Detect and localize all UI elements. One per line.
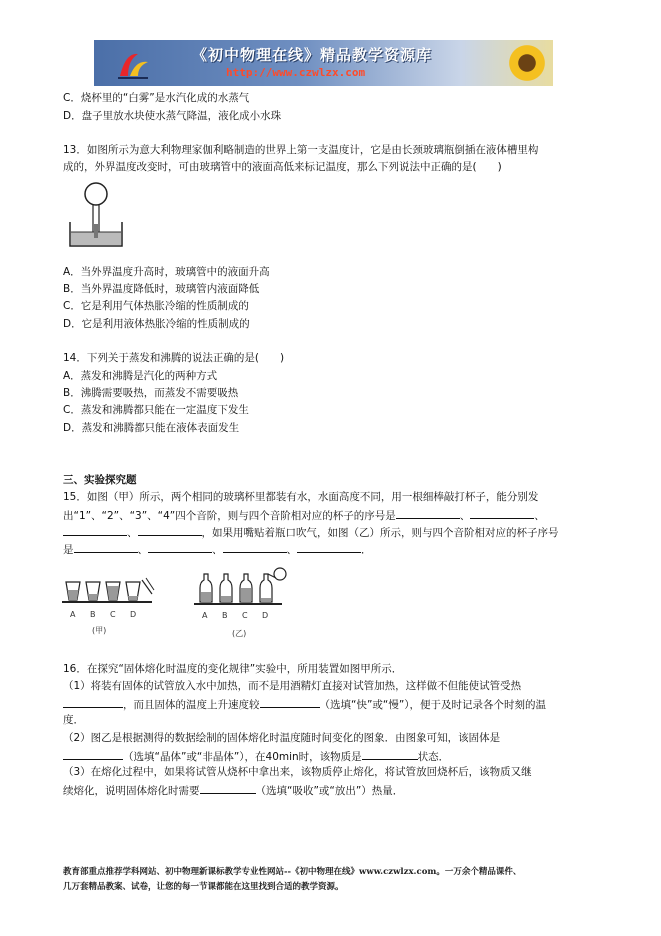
q16-part1-line1: （1）将装有固体的试管放入水中加热，而不是用酒精灯直接对试管加热，这样做不但能使试管受热: [63, 680, 522, 692]
q14-option-a: A．蒸发和沸腾是汽化的两种方式: [63, 370, 218, 382]
answer-blank[interactable]: [63, 748, 123, 760]
fig-b-letter: B: [222, 611, 228, 620]
q16-part1-line2: ，而且固体的温度上升速度较 （选填“快”或“慢”），便于及时记录各个时刻的温: [63, 696, 546, 713]
bottles-figure: [192, 566, 302, 648]
q16-part2-line2: （选填“晶体”或“非晶体”），在40min时，该物质是 状态．: [63, 748, 449, 765]
glasses-figure: [60, 572, 160, 642]
fig-a-letter: A: [70, 610, 76, 619]
q13-option-c: C．它是利用气体热胀冷缩的性质制成的: [63, 300, 249, 312]
q14-option-d: D．蒸发和沸腾都只能在液体表面发生: [63, 422, 240, 434]
q16-part1-line3: 度．: [63, 714, 84, 726]
answer-blank[interactable]: [200, 782, 256, 794]
answer-blank[interactable]: [223, 541, 287, 553]
footer-line2: 几万套精品教案、试卷，让您的每一节课都能在这里找到合适的教学资源。: [63, 882, 344, 892]
answer-blank[interactable]: [63, 696, 123, 708]
q13-stem-line1: 13．如图所示为意大利物理家伽利略制造的世界上第一支温度计，它是由长颈玻璃瓶倒插在液体槽里构: [63, 144, 539, 156]
site-logo-icon: [116, 48, 150, 80]
q12-option-c: C．烧杯里的“白雾”是水汽化成的水蒸气: [63, 92, 250, 104]
section-title: 三、实验探究题: [63, 474, 137, 486]
q14-stem: 14．下列关于蒸发和沸腾的说法正确的是( ): [63, 352, 285, 364]
answer-blank[interactable]: [362, 748, 418, 760]
answer-blank[interactable]: [148, 541, 212, 553]
footer-line1: 教育部重点推荐学科网站、初中物理新课标教学专业性网站--《初中物理在线》www.czwlzx.com。一万余个精品课件、: [63, 867, 522, 877]
answer-blank[interactable]: [63, 524, 127, 536]
q14-option-c: C．蒸发和沸腾都只能在一定温度下发生: [63, 404, 249, 416]
q13-stem-line2: 成的，外界温度改变时，可由玻璃管中的液面高低来标记温度，那么下列说法中正确的是( ): [63, 161, 502, 173]
fig-b-caption: (乙): [232, 629, 247, 638]
answer-blank[interactable]: [297, 541, 361, 553]
banner-title: 《初中物理在线》精品教学资源库: [192, 46, 433, 64]
q13-option-a: A．当外界温度升高时，玻璃管中的液面升高: [63, 266, 270, 278]
q16-part3-line2: 续熔化，说明固体熔化时需要 （选填“吸收”或“放出”）热量．: [63, 782, 403, 799]
fig-a-letter: C: [110, 610, 116, 619]
thermometer-figure: [66, 180, 126, 252]
q12-option-d: D．盘子里放水块使水蒸气降温，液化成小水珠: [63, 110, 282, 122]
sunflower-icon: [507, 43, 547, 83]
q16-stem: 16．在探究“固体熔化时温度的变化规律”实验中，所用装置如图甲所示．: [63, 663, 403, 675]
answer-blank[interactable]: [138, 524, 202, 536]
fig-a-letter: B: [90, 610, 96, 619]
answer-blank[interactable]: [74, 541, 138, 553]
fig-a-caption: (甲): [92, 626, 107, 635]
q14-option-b: B．沸腾需要吸热，而蒸发不需要吸热: [63, 387, 239, 399]
answer-blank[interactable]: [396, 507, 460, 519]
q15-line4: 是 、 、 、 ．: [63, 541, 372, 558]
q15-line3-text: ，如果用嘴贴着瓶口吹气，如图（乙）所示，则与四个音阶相对应的杯子序号: [201, 527, 559, 539]
fig-b-letter: D: [262, 611, 269, 620]
q15-line1: 15．如图（甲）所示，两个相同的玻璃杯里都装有水，水面高度不同，用一根细棒敲打杯子，能分别发: [63, 491, 539, 503]
page-footer: [63, 865, 603, 895]
q13-option-d: D．它是利用液体热胀冷缩的性质制成的: [63, 318, 250, 330]
q15-line3: 、 ，如果用嘴贴着瓶口吹气，如图（乙）所示，则与四个音阶相对应的杯子序号: [63, 524, 559, 541]
q16-part2-line1: （2）图乙是根据测得的数据绘制的固体熔化时温度随时间变化的图象．由图象可知，该固体是: [63, 732, 501, 744]
fig-a-letter: D: [130, 610, 137, 619]
fig-b-letter: A: [202, 611, 208, 620]
header-banner: [94, 40, 553, 86]
banner-url[interactable]: http://www.czwlzx.com: [226, 66, 366, 79]
q13-option-b: B．当外界温度降低时，玻璃管内液面降低: [63, 283, 260, 295]
q15-line2: 出“1”、“2”、“3”、“4”四个音阶，则与四个音阶相对应的杯子的序号是 、 、: [63, 507, 545, 524]
fig-b-letter: C: [242, 611, 248, 620]
answer-blank[interactable]: [260, 696, 320, 708]
q15-line2-text: 出“1”、“2”、“3”、“4”四个音阶，则与四个音阶相对应的杯子的序号是: [63, 510, 396, 522]
answer-blank[interactable]: [470, 507, 534, 519]
q16-part3-line1: （3）在熔化过程中，如果将试管从烧杯中拿出来，该物质停止熔化，将试管放回烧杯后，该物质又继: [63, 766, 532, 778]
